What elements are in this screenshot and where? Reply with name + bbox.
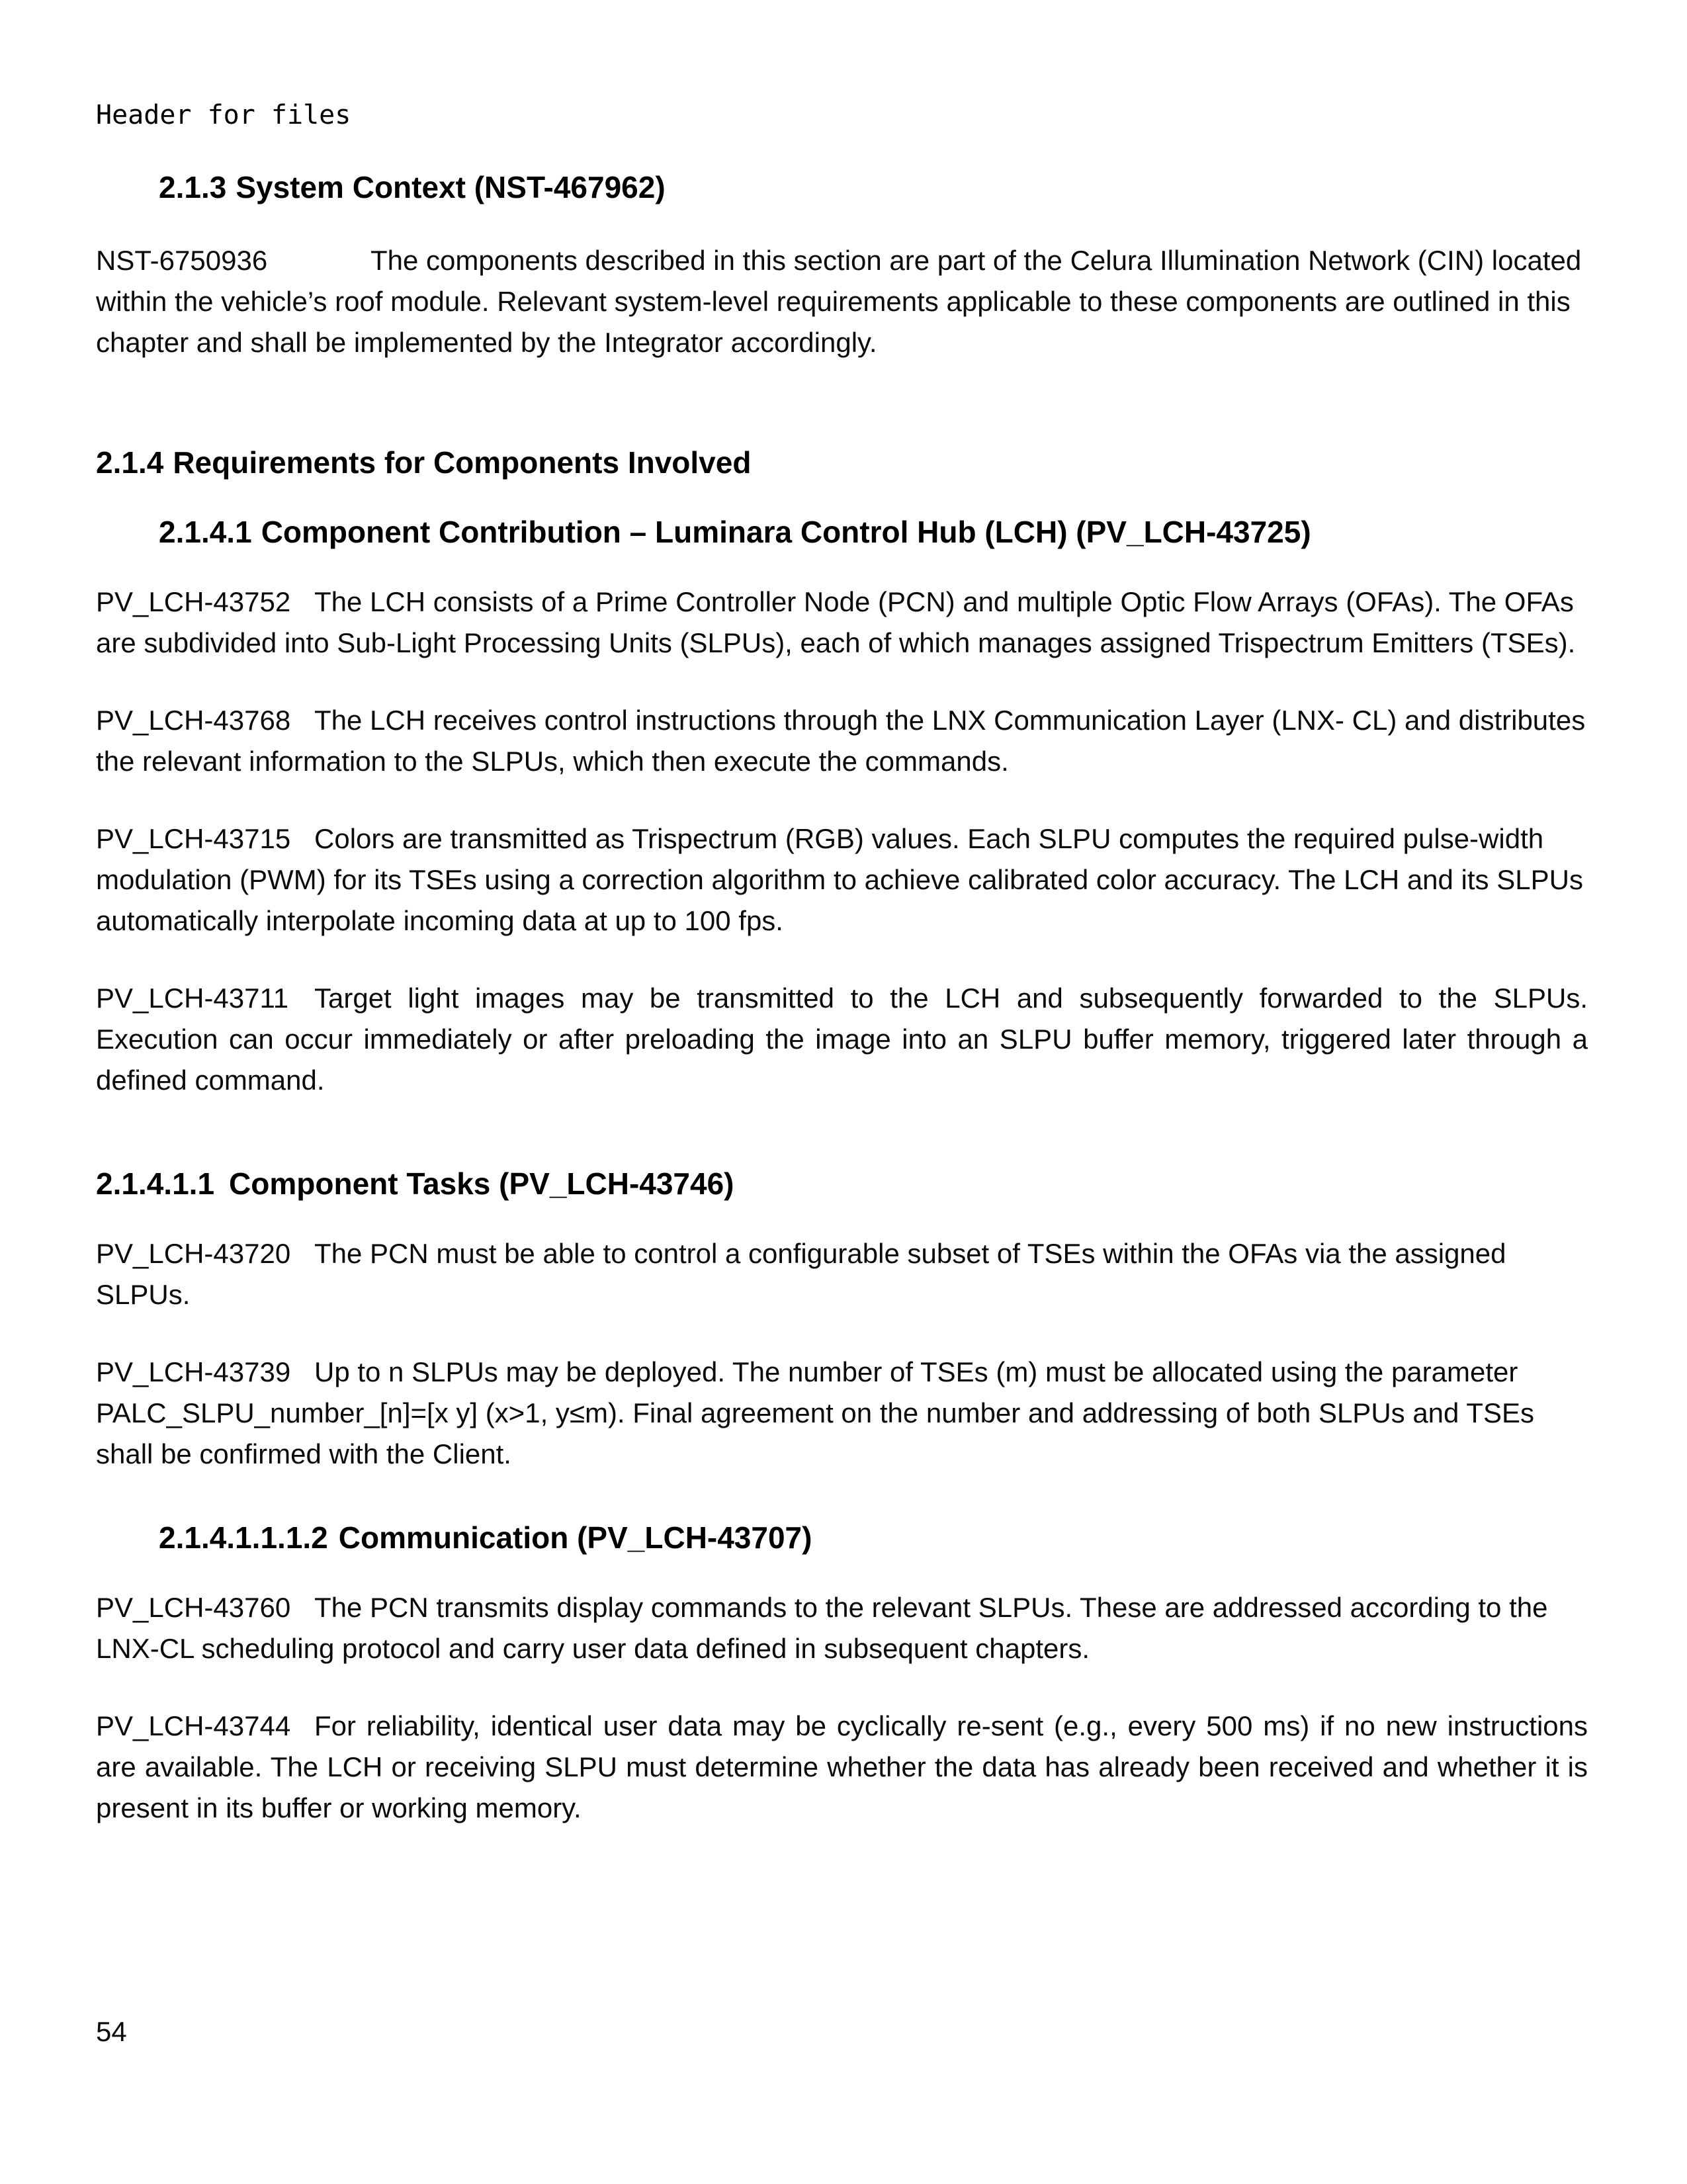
- heading-title: System Context (NST-467962): [236, 170, 666, 204]
- requirement-id: PV_LCH-43760: [96, 1592, 291, 1623]
- paragraph-pv-lch-43760: [96, 1587, 1588, 1669]
- heading-2-1-4-1-1: [96, 1164, 1588, 1203]
- heading-2-1-4-1: [96, 512, 1588, 552]
- requirement-text: The PCN transmits display commands to the relevant SLPUs. These are addressed according to the LNX-CL scheduling protocol and carry user data defined in subsequent chapters.: [96, 1592, 1548, 1664]
- paragraph-pv-lch-43711: [96, 978, 1588, 1101]
- heading-2-1-4-1-1-1-2: [96, 1518, 1588, 1557]
- requirement-id: PV_LCH-43768: [96, 705, 291, 736]
- requirement-id: PV_LCH-43720: [96, 1238, 291, 1269]
- requirement-id: PV_LCH-43711: [96, 983, 289, 1014]
- heading-title: Component Contribution – Luminara Control Hub (LCH) (PV_LCH-43725): [261, 515, 1311, 549]
- heading-title: Communication (PV_LCH-43707): [338, 1520, 812, 1555]
- requirement-text: Target light images may be transmitted to the LCH and subsequently forwarded to the SLPUs. Execution can occur immediately or after preloading the image into an SLPU buffer memory, triggered later through a defined command.: [96, 983, 1588, 1096]
- page-number: 54: [96, 2016, 127, 2047]
- document-header: Header for files: [96, 100, 351, 130]
- paragraph-pv-lch-43715: [96, 818, 1588, 941]
- requirement-text: For reliability, identical user data may be cyclically re-sent (e.g., every 500 ms) if no new instructions are available. The LCH or receiving SLPU must determine whether the data has already been received and whether it is present in its buffer or working memory.: [96, 1710, 1588, 1823]
- heading-2-1-4: [96, 443, 1588, 482]
- requirement-text: Colors are transmitted as Trispectrum (RGB) values. Each SLPU computes the required pulse-width modulation (PWM) for its TSEs using a correction algorithm to achieve calibrated color accuracy. The LCH and its SLPUs automatically interpolate incoming data at up to 100 fps.: [96, 823, 1583, 936]
- paragraph-nst-6750936: [96, 240, 1588, 363]
- heading-number: 2.1.4.1.1: [96, 1166, 215, 1201]
- requirement-id: PV_LCH-43752: [96, 586, 291, 617]
- heading-title: Component Tasks (PV_LCH-43746): [229, 1166, 734, 1201]
- requirement-text: The PCN must be able to control a configurable subset of TSEs within the OFAs via the assigned SLPUs.: [96, 1238, 1506, 1310]
- paragraph-pv-lch-43744: [96, 1706, 1588, 1829]
- heading-number: 2.1.3: [159, 170, 227, 204]
- paragraph-pv-lch-43752: [96, 582, 1588, 664]
- paragraph-pv-lch-43768: [96, 700, 1588, 782]
- heading-2-1-3: [96, 167, 1588, 207]
- requirement-id: PV_LCH-43739: [96, 1356, 291, 1387]
- requirement-text: Up to n SLPUs may be deployed. The number of TSEs (m) must be allocated using the parameter PALC_SLPU_number_[n]=[x y] (x>1, y≤m). Final agreement on the number and addressing of both SLPUs and TSEs shall be confirmed with the Client.: [96, 1356, 1534, 1469]
- requirement-id: NST-6750936: [96, 245, 268, 276]
- heading-number: 2.1.4.1: [159, 515, 252, 549]
- requirement-text: The components described in this section are part of the Celura Illumination Network (CIN) located within the vehicle’s roof module. Relevant system-level requirements applicable to these components are outlined in this chapter and shall be implemented by the Integrator accordingly.: [96, 245, 1582, 358]
- requirement-id: PV_LCH-43744: [96, 1710, 291, 1741]
- paragraph-pv-lch-43720: [96, 1233, 1588, 1315]
- heading-title: Requirements for Components Involved: [173, 445, 752, 480]
- requirement-text: The LCH receives control instructions through the LNX Communication Layer (LNX- CL) and distributes the relevant information to the SLPUs, which then execute the commands.: [96, 705, 1586, 777]
- heading-number: 2.1.4: [96, 445, 164, 480]
- paragraph-pv-lch-43739: [96, 1352, 1588, 1475]
- heading-number: 2.1.4.1.1.1.2: [159, 1520, 328, 1555]
- requirement-text: The LCH consists of a Prime Controller Node (PCN) and multiple Optic Flow Arrays (OFAs). The OFAs are subdivided into Sub-Light Processing Units (SLPUs), each of which manages assigned Trispectrum Emitters (TSEs).: [96, 586, 1576, 658]
- requirement-id: PV_LCH-43715: [96, 823, 291, 854]
